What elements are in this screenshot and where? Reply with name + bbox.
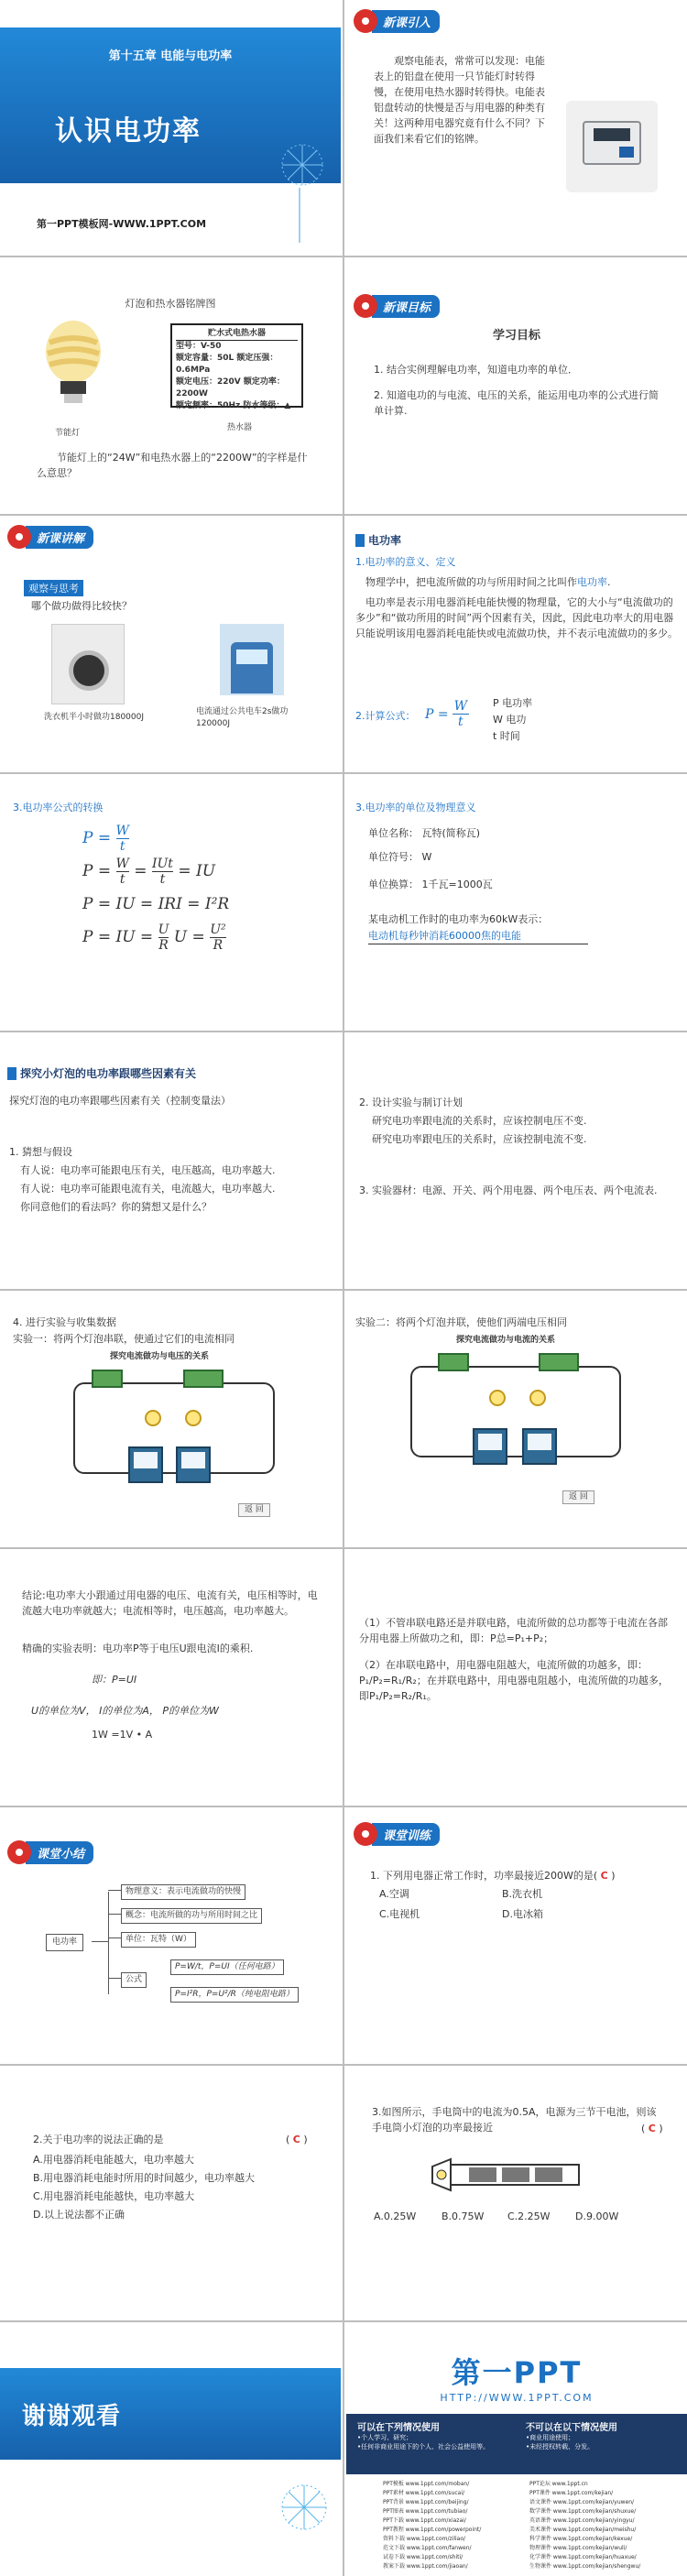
unit-example: 某电动机工作时的电功率为60kW表示： [368, 913, 549, 925]
slide-11-experiment-1 [0, 1291, 341, 1547]
definition-text: 物理学中，把电流所做的功与所用时间之比叫作电功率. [365, 576, 611, 588]
nameplate-question: 节能灯上的“24W”和电热水器上的“2200W”的字样是什么意思？ [37, 452, 308, 479]
links-left [383, 2480, 520, 2571]
slide-19-thanks [0, 2322, 341, 2576]
quiz-question: 1. 下列用电器正常工作时，功率最接近200W的是( C ) [370, 1870, 616, 1882]
quiz-option[interactable]: A.用电器消耗电能越大，电功率越大 [33, 2154, 194, 2166]
conclusion-units: U的单位为V， I的单位为A， P的单位为W [31, 1705, 219, 1717]
slide-17-quiz-2 [0, 2066, 341, 2320]
diagram-title: 探究电流做功与电流的关系 [456, 1336, 556, 1345]
goals-title: 学习目标 [492, 329, 540, 343]
mindmap-root: 电功率 [46, 1934, 83, 1951]
nameplate-caption: 灯泡和热水器铭牌图 [125, 298, 216, 310]
washer-door-icon [69, 650, 109, 691]
slide-6-definition [346, 516, 687, 772]
license-panel [346, 2414, 687, 2474]
plate-row: 型号：V-50 [176, 342, 222, 351]
resource-link[interactable]: 语文课件 www.1ppt.com/kejian/yuwen/ [529, 2499, 635, 2505]
unit-example-answer: 电动机每秒钟消耗60000焦的电能 [368, 928, 588, 944]
slide-14-series-parallel [346, 1549, 687, 1806]
quiz-option[interactable]: B.洗衣机 [502, 1888, 543, 1900]
heater-label: 热水器 [227, 423, 253, 432]
resource-link[interactable]: 生物课件 www.1ppt.com/kejian/shengwu/ [529, 2563, 641, 2570]
formula-legend-item: W 电功 [493, 714, 527, 726]
definition-subtitle: 1.电功率的意义、定义 [355, 556, 456, 568]
definition-paragraph: 电功率是表示用电器消耗电能快慢的物理量，它的大小与“电流做功的多少”和“做功所用的时间”两个因素有关，因此，因此电功率大的用电器只能说明该用电器消耗电能快或电流做功快，并不表示电流做功的多少。 [355, 596, 678, 639]
plate-row: 额定容量：50L 额定压强：0.6MPa [176, 354, 278, 375]
meter-label-icon [619, 147, 634, 158]
quiz-option[interactable]: D.电冰箱 [502, 1908, 543, 1920]
switch-icon [539, 1353, 579, 1371]
plate-row: 额定频率：50Hz 防水等级：▲ [176, 401, 291, 410]
resource-link[interactable]: PPT素材 www.1ppt.com/sucai/ [383, 2490, 465, 2496]
resource-link[interactable]: 资料下载 www.1ppt.com/ziliao/ [383, 2536, 466, 2542]
bulb-icon [529, 1390, 546, 1406]
slide-7-conversion [0, 774, 341, 1031]
resource-link[interactable]: 化学课件 www.1ppt.com/kejian/huaxue/ [529, 2554, 637, 2560]
dandelion-icon [275, 137, 330, 192]
mindmap-node: 单位：瓦特（W） [121, 1932, 196, 1948]
slide-8-units [346, 774, 687, 1031]
goal-item: 1. 结合实例理解电功率，知道电功率的单位． [374, 364, 578, 376]
quiz-option[interactable]: C.2.25W [507, 2210, 551, 2222]
observe-question: 哪个做功做得比较快？ [31, 600, 132, 612]
diagram-title: 探究电流做功与电压的关系 [110, 1352, 210, 1361]
slide-18-quiz-3 [346, 2066, 687, 2320]
conclusion-formula: 即：P=UI [92, 1674, 137, 1686]
formula-line: P = W t [82, 823, 129, 854]
slide-3-nameplates [0, 257, 341, 514]
header-dot-icon [354, 294, 377, 318]
header-dot-icon [7, 525, 31, 549]
conversion-formulas [82, 822, 229, 954]
formula-p-w-t: P = $\frac{W}{t}$ [425, 699, 467, 729]
mindmap-trunk [108, 1892, 109, 1994]
tram-window-icon [236, 649, 267, 664]
section-header: 新课讲解 [7, 525, 93, 549]
quiz-option[interactable]: D.9.00W [575, 2210, 619, 2222]
lamp-label: 节能灯 [55, 429, 81, 438]
section-header: 课堂训练 [354, 1822, 440, 1846]
chapter-label: 第十五章 电能与电功率 [108, 49, 233, 63]
slide-4-goals [346, 257, 687, 514]
quiz-question: 2.关于电功率的说法正确的是 [33, 2134, 164, 2145]
mindmap-link [108, 1914, 121, 1915]
resource-link[interactable]: PPT课件 www.1ppt.com/kejian/ [529, 2490, 614, 2496]
units-title: 3.电功率的单位及物理意义 [355, 802, 476, 813]
slide-2-intro [346, 0, 687, 256]
observe-tag: 观察与思考 [24, 580, 83, 596]
mindmap-formula: P=W/t，P=UI（任何电路） [170, 1959, 284, 1975]
parallel-circuit-diagram [401, 1348, 630, 1485]
plan-line: 研究电功率跟电压的关系时，应该控制电流不变. [372, 1133, 587, 1145]
section-header: 新课引入 [354, 9, 440, 33]
site-label: 第一PPT模板网-WWW.1PPT.COM [37, 218, 207, 230]
resource-link[interactable]: PPT模板 www.1ppt.com/moban/ [383, 2481, 470, 2487]
resource-link[interactable]: PPT论坛 www.1ppt.cn [529, 2481, 588, 2487]
experiment-desc: 实验一：将两个灯泡串联，使通过它们的电流相同 [13, 1333, 234, 1345]
resource-link[interactable]: PPT下载 www.1ppt.com/xiazai/ [383, 2517, 466, 2524]
dandelion-stem-icon [299, 188, 300, 243]
formula-label: 2.计算公式： [355, 710, 416, 722]
unit-row: 单位名称： 瓦特(简称瓦) [368, 827, 481, 839]
slide-1-title [0, 0, 341, 256]
resource-link[interactable]: 教案下载 www.1ppt.com/jiaoan/ [383, 2563, 468, 2570]
quiz-option[interactable]: D.以上说法都不正确 [33, 2209, 125, 2221]
hypothesis-line: 有人说：电功率可能跟电流有关，电流越大，电功率越大. [20, 1183, 276, 1195]
brand-url[interactable]: HTTP://WWW.1PPT.COM [440, 2392, 594, 2404]
voltmeter-icon [176, 1446, 211, 1483]
resource-link[interactable]: 试卷下载 www.1ppt.com/shiti/ [383, 2554, 463, 2560]
license-col-allowed: 可以在下列情况使用 •个人学习、研究； •任何非商业用途下的个人、社会公益使用等。 [357, 2423, 490, 2450]
washer-caption: 洗衣机半小时做功180000J [44, 713, 145, 722]
header-dot-icon [354, 1822, 377, 1846]
back-button[interactable]: 返 回 [562, 1490, 594, 1504]
switch-icon [183, 1370, 224, 1388]
dandelion-icon [275, 2478, 333, 2537]
mindmap-node: 概念：电流所做的功与所用时间之比 [121, 1908, 262, 1924]
plate-title: 贮水式电热水器 [176, 328, 298, 341]
resource-link[interactable]: PPT背景 www.1ppt.com/beijing/ [383, 2499, 469, 2505]
slide-9-hypothesis [0, 1032, 341, 1289]
formula-legend-item: P 电功率 [493, 697, 533, 709]
back-button[interactable]: 返 回 [238, 1503, 270, 1517]
slide-20-credits [346, 2322, 687, 2576]
rule-item: （1）不管串联电路还是并联电路，电流所做的总功都等于电流在各部分用电器上所做功之和，即：P总=P₁+P₂； [359, 1617, 668, 1644]
inquiry-step: 1. 猜想与假设 [9, 1146, 72, 1158]
main-title: 认识电功率 [55, 115, 202, 147]
slide-13-conclusion [0, 1549, 341, 1806]
washing-machine-image [51, 624, 125, 704]
slide-5-explain [0, 516, 341, 772]
conclusion-text: 结论:电功率大小跟通过用电器的电压、电流有关，电压相等时，电流越大电功率就越大；电流相等时，电压越高，电功率越大。 [22, 1589, 318, 1617]
mindmap-node: 公式 [121, 1972, 147, 1988]
resource-link[interactable]: 物理课件 www.1ppt.com/kejian/wuli/ [529, 2545, 627, 2551]
mindmap-link [92, 1941, 108, 1942]
ammeter-icon [522, 1428, 557, 1465]
links-right [529, 2480, 676, 2571]
conversion-title: 3.电功率公式的转换 [13, 802, 104, 813]
electric-meter-image [566, 101, 658, 192]
meter-window-icon [594, 128, 630, 141]
experiment-desc: 实验二：将两个灯泡并联，使他们两端电压相同 [355, 1316, 567, 1328]
energy-saving-lamp-image [37, 317, 110, 409]
slide-10-plan [346, 1032, 687, 1289]
resource-link[interactable]: PPT教程 www.1ppt.com/powerpoint/ [383, 2527, 482, 2533]
hypothesis-line: 有人说：电功率可能跟电压有关，电压越高，电功率越大. [20, 1164, 276, 1176]
hypothesis-line: 你同意他们的看法吗？你的猜想又是什么？ [20, 1201, 212, 1213]
resource-link[interactable]: 英语课件 www.1ppt.com/kejian/yingyu/ [529, 2517, 635, 2524]
unit-row: 单位换算： 1千瓦=1000瓦 [368, 879, 493, 890]
heater-nameplate [170, 323, 303, 408]
quiz-question: 3.如图所示，手电筒中的电流为0.5A，电源为三节干电池，则该手电筒小灯泡的功率最接近 [372, 2106, 657, 2134]
slide-15-summary [0, 1807, 341, 2064]
bulb-icon [185, 1410, 202, 1426]
mindmap-link [108, 1978, 121, 1979]
formula-line: P = W t = IUt t = IU [82, 856, 216, 887]
mindmap-formula: P=I²R，P=U²/R（纯电阻电路） [170, 1987, 299, 2003]
plate-row: 额定电压：220V 额定功率：2200W [176, 377, 285, 398]
quiz-option[interactable]: B.0.75W [442, 2210, 485, 2222]
quiz-answer: ( C ) [641, 2123, 663, 2134]
mindmap-node: 物理意义：表示电流做功的快慢 [121, 1884, 245, 1900]
bulb-icon [145, 1410, 161, 1426]
license-col-forbidden: 不可以在以下情况使用 •商业用途使用； •未经授权转载、分发。 [526, 2423, 617, 2450]
battery-icon [438, 1353, 469, 1371]
section-header: 课堂小结 [7, 1840, 93, 1864]
header-dot-icon [7, 1840, 31, 1864]
resource-link[interactable]: 范文下载 www.1ppt.com/fanwen/ [383, 2545, 472, 2551]
battery-icon [92, 1370, 123, 1388]
voltmeter-icon [128, 1446, 163, 1483]
resource-link[interactable]: PPT图表 www.1ppt.com/tubiao/ [383, 2508, 468, 2515]
inquiry-bar-icon [7, 1067, 16, 1080]
rule-item: （2）在串联电路中，用电器电阻越大，电流所做的功越多，即：P₁/P₂=R₁/R₂；在并联电路中，用电器电阻越小，电流所做的功越多，即P₁/P₂=R₂/R₁。 [359, 1659, 669, 1702]
quiz-option[interactable]: B.用电器消耗电能时所用的时间越少，电功率越大 [33, 2172, 256, 2184]
quiz-option[interactable]: C.用电器消耗电能越快，电功率越大 [33, 2190, 195, 2202]
formula-line: P = IU = U R U = U² R [82, 922, 226, 953]
series-circuit-diagram [64, 1364, 284, 1501]
resource-link[interactable]: 美术课件 www.1ppt.com/kejian/meishu/ [529, 2527, 637, 2533]
section-header: 新课目标 [354, 294, 440, 318]
plan-equipment: 3. 实验器材：电源、开关、两个用电器、两个电压表、两个电流表. [359, 1184, 658, 1196]
tram-image [220, 624, 284, 695]
brand-logo: 第一PPT [451, 2355, 583, 2390]
flashlight-diagram [414, 2154, 597, 2196]
inquiry-intro: 探究灯泡的电功率跟哪些因素有关（控制变量法） [9, 1095, 231, 1107]
quiz-answer: ( C ) [286, 2134, 308, 2145]
plan-step: 2. 设计实验与制订计划 [359, 1097, 463, 1108]
section-title: 电功率 [368, 534, 402, 547]
quiz-option[interactable]: A.空调 [379, 1888, 409, 1900]
header-bar-icon [355, 534, 365, 547]
tram-caption: 电流通过公共电车2s做功120000J [196, 707, 289, 728]
quiz-option[interactable]: C.电视机 [379, 1908, 420, 1920]
quiz-option[interactable]: A.0.25W [374, 2210, 417, 2222]
conclusion-equiv: 1W =1V • A [92, 1729, 153, 1741]
ammeter-icon [473, 1428, 507, 1465]
unit-row: 单位符号： W [368, 851, 432, 863]
slide-12-experiment-2 [346, 1291, 687, 1547]
mindmap-link [108, 1890, 121, 1891]
experiment-step: 4. 进行实验与收集数据 [13, 1316, 116, 1328]
goal-item: 2. 知道电功的与电流、电压的关系，能运用电功率的公式进行简单计算. [374, 389, 659, 417]
header-dot-icon [354, 9, 377, 33]
resource-link[interactable]: 数学课件 www.1ppt.com/kejian/shuxue/ [529, 2508, 637, 2515]
bulb-icon [489, 1390, 506, 1406]
resource-link[interactable]: 科学课件 www.1ppt.com/kejian/kexue/ [529, 2536, 633, 2542]
mindmap-link [108, 1937, 121, 1938]
formula-line: P = IU = IRI = I²R [82, 895, 230, 913]
intro-text: 观察电能表，常常可以发现：电能表上的铝盘在使用一只节能灯时转得慢，在使用电热水器时转得快。电能表铝盘转动的快慢是否与用电器的种类有关！这两种用电器究竟有什么不同？下面我们来看它们的铭牌。 [374, 55, 545, 145]
thanks-text: 谢谢观看 [22, 2403, 122, 2430]
formula-legend-item: t 时间 [493, 730, 520, 742]
inquiry-header: 探究小灯泡的电功率跟哪些因素有关 [7, 1065, 196, 1081]
conclusion-exact: 精确的实验表明：电功率P等于电压U跟电流I的乘积. [22, 1643, 254, 1654]
slide-16-quiz-1 [346, 1807, 687, 2064]
plan-line: 研究电功率跟电流的关系时，应该控制电压不变. [372, 1115, 587, 1127]
